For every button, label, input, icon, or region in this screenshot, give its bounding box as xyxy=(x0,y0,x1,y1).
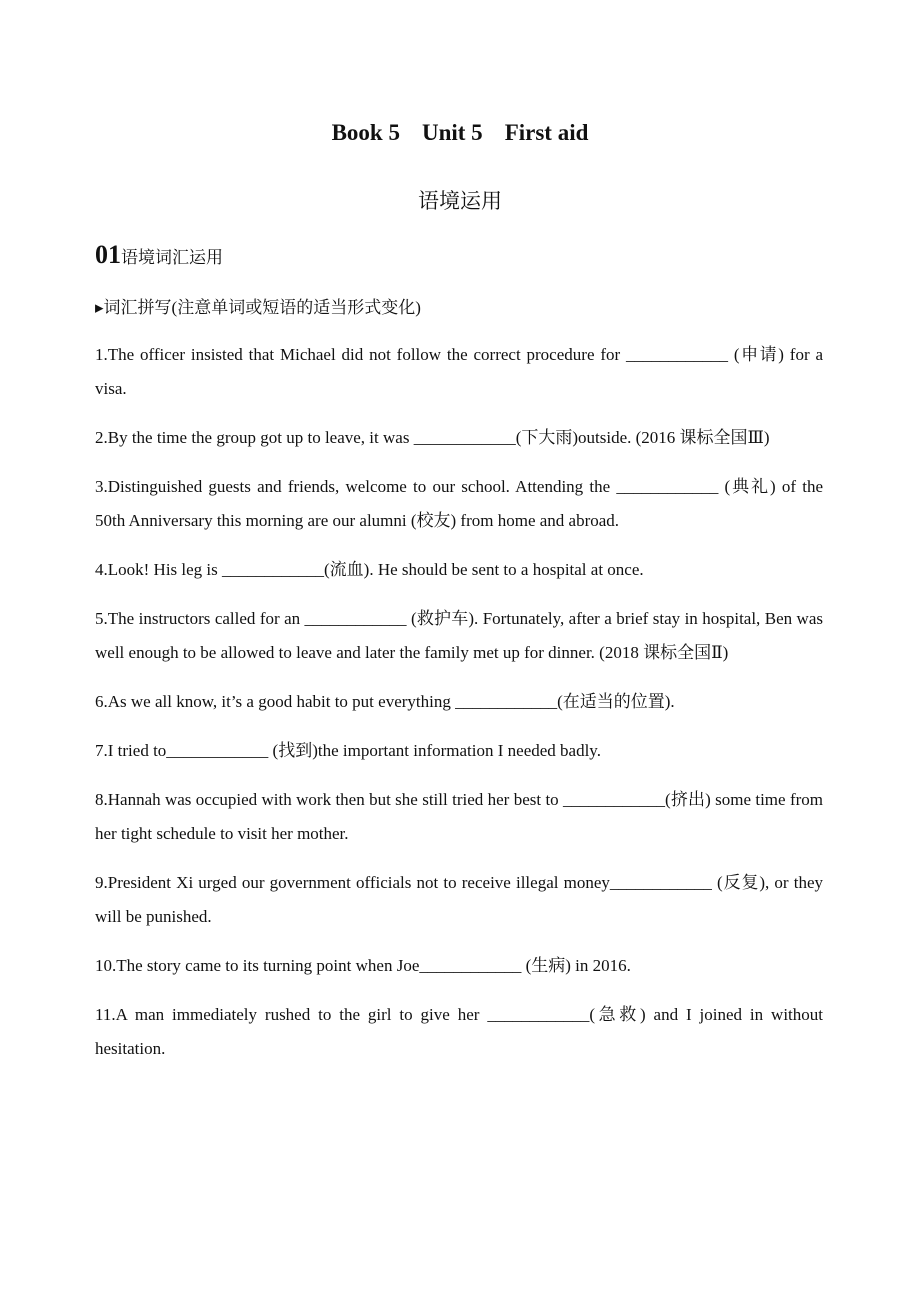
title-topic: First aid xyxy=(504,120,589,145)
exercise-item: 10.The story came to its turning point when Joe____________ (生病) in 2016. xyxy=(95,956,631,975)
exercise-item: 8.Hannah was occupied with work then but she still tried her best to ____________(挤出) some time from her tight schedule to visit her mother. xyxy=(95,790,823,843)
title-book: Book 5 xyxy=(331,120,400,145)
exercise-item: 6.As we all know, it’s a good habit to put everything ____________(在适当的位置). xyxy=(95,692,675,711)
exercise-item: 7.I tried to____________ (找到)the important information I needed badly. xyxy=(95,741,601,760)
exercise-item: 5.The instructors called for an ____________ (救护车). Fortunately, after a brief stay in hospital, Ben was well enough to be allowed to leave and later the family met up for dinner. (2018 课标全国Ⅱ) xyxy=(95,609,823,662)
exercise-item: 11.A man immediately rushed to the girl to give her ____________(急救) and I joined in without hesitation. xyxy=(95,1005,823,1058)
page-title xyxy=(0,120,920,146)
exercise-item: 4.Look! His leg is ____________(流血). He should be sent to a hospital at once. xyxy=(95,560,644,579)
exercise-list xyxy=(95,338,823,1081)
page-subtitle: 语境运用 xyxy=(418,189,502,213)
exercise-item: 3.Distinguished guests and friends, welcome to our school. Attending the ____________ (典礼) of the 50th Anniversary this morning are our alumni (校友) from home and abroad. xyxy=(95,477,823,530)
exercise-item: 1.The officer insisted that Michael did not follow the correct procedure for ____________ (申请) for a visa. xyxy=(95,345,823,398)
instruction xyxy=(95,293,421,318)
instruction-text: 词汇拼写(注意单词或短语的适当形式变化) xyxy=(103,298,421,317)
section-label: 语境词汇运用 xyxy=(121,248,223,267)
bullet-icon: ▸ xyxy=(95,298,104,317)
section-heading xyxy=(95,240,223,270)
section-number: 01 xyxy=(95,240,121,269)
title-unit: Unit 5 xyxy=(421,120,483,145)
exercise-item: 2.By the time the group got up to leave, it was ____________(下大雨)outside. (2016 课标全国Ⅲ) xyxy=(95,428,770,447)
exercise-item: 9.President Xi urged our government officials not to receive illegal money____________ (反复), or they will be punished. xyxy=(95,873,823,926)
